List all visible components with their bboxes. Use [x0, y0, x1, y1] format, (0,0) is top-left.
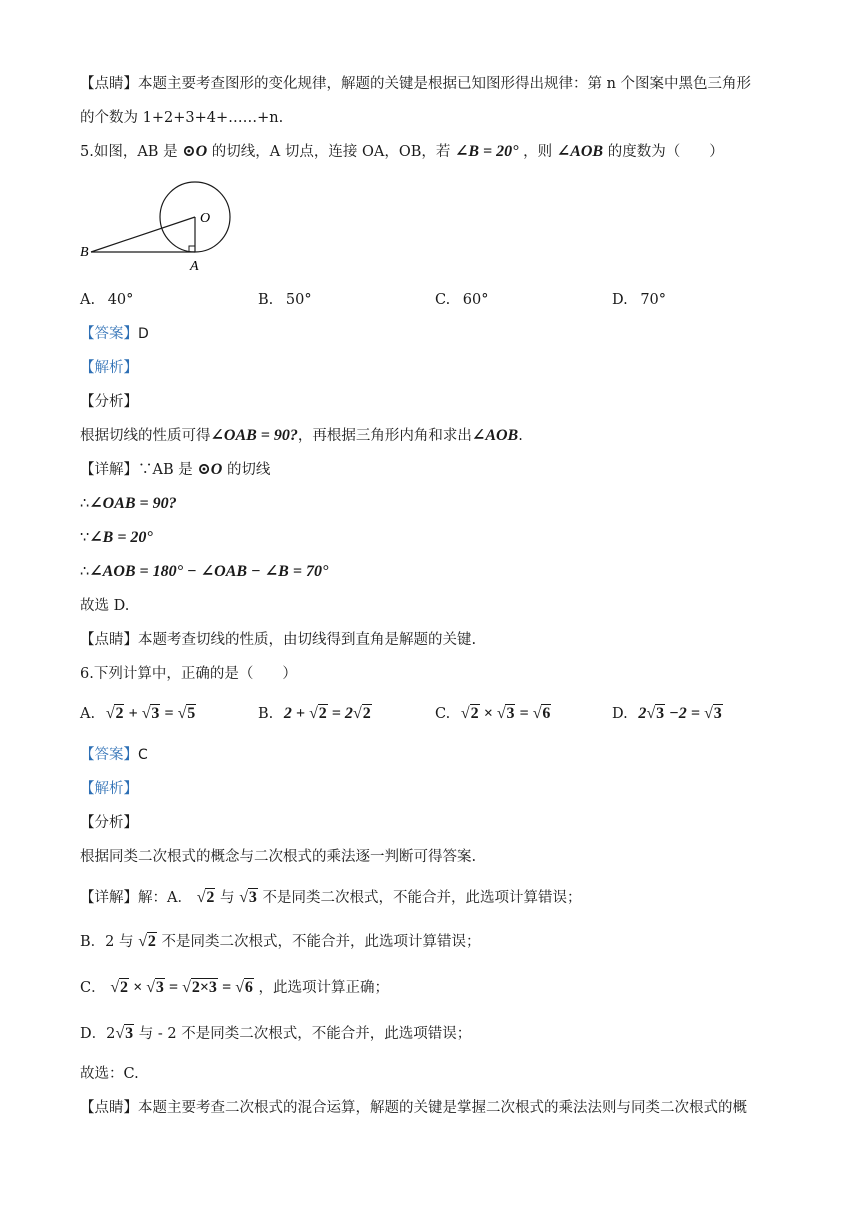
q6-option-a: A. √2 + √3 = √5: [80, 705, 196, 722]
option-letter: C.: [435, 292, 451, 308]
option-text: 60°: [462, 292, 489, 308]
operator: ×: [133, 979, 143, 996]
detail-text: 【详解】∵AB 是: [80, 462, 193, 478]
circle-o-symbol: ⊙O: [182, 143, 208, 160]
angle-oab-eq: ∠OAB = 90?: [89, 495, 177, 512]
option-letter: B.: [258, 292, 274, 308]
answer-value: D: [138, 326, 149, 342]
radicand: 2×3: [191, 979, 217, 996]
q5-choose: 故选 D.: [80, 598, 130, 614]
q6-dianjing: 【点睛】本题主要考查二次根式的混合运算，解题的关键是掌握二次根式的乘法法则与同类二次根式的概: [80, 1100, 747, 1116]
detail-text: ，此选项计算正确；: [258, 980, 389, 996]
radicand: 2: [115, 705, 124, 722]
radicand: 3: [155, 979, 164, 996]
operator: +: [128, 705, 138, 722]
radicand: 3: [506, 705, 515, 722]
q6-stem: 6.下列计算中，正确的是（ ）: [80, 666, 297, 682]
radicand: 3: [151, 705, 160, 722]
q6-option-c: C. √2 × √3 = √6: [435, 705, 551, 722]
q5-dianjing: 【点睛】本题考查切线的性质，由切线得到直角是解题的关键.: [80, 632, 477, 648]
angle-aob: ∠AOB: [471, 427, 519, 444]
segment-ob: [91, 217, 195, 252]
q6-detail-b: B．2 与 √2 不是同类二次根式，不能合并，此选项计算错误；: [80, 933, 481, 950]
analysis-text: 根据切线的性质可得: [80, 428, 211, 444]
q5-step1: [80, 494, 177, 514]
q5-fenxi: 【分析】: [80, 394, 138, 410]
radicand: 2: [470, 705, 479, 722]
option-text: 70°: [640, 292, 667, 308]
q5-stem-c: ，则: [523, 144, 553, 160]
operator: =: [221, 979, 232, 996]
label-o: O: [200, 211, 211, 226]
detail-text: 与 - 2 不是同类二次根式，不能合并，此选项错误；: [138, 1026, 472, 1042]
option-letter: A.: [80, 292, 96, 308]
radicand: 3: [713, 705, 722, 722]
detail-text: 的切线: [226, 462, 271, 478]
q5-step3: [80, 562, 328, 582]
detail-text: 【详解】解：A．: [80, 890, 192, 906]
operator: =: [690, 705, 700, 722]
therefore-symbol: ∴: [80, 564, 90, 580]
q5-stem: [80, 142, 724, 162]
prev-dianjing-line2: 的个数为 1+2+3+4+……+n.: [80, 110, 284, 126]
option-text: 40°: [107, 292, 134, 308]
prev-dianjing-line1: 【点睛】本题主要考查图形的变化规律，解题的关键是根据已知图形得出规律：第 n 个图案中黑色三角形: [80, 76, 752, 92]
q5-option-c: [435, 290, 489, 310]
q5-option-b: [258, 290, 312, 310]
option-letter: A.: [80, 706, 96, 722]
option-text: 50°: [285, 292, 312, 308]
q5-stem-b: 的切线，A 切点，连接 OA，OB，若: [211, 144, 451, 160]
radicand: 6: [244, 979, 253, 996]
q5-option-d: [612, 290, 666, 310]
q5-stem-d: 的度数为（ ）: [607, 144, 724, 160]
number: 2: [638, 705, 647, 722]
number: 2: [283, 705, 292, 722]
detail-text: 与: [219, 890, 235, 906]
q5-stem-a: 5.如图，AB 是: [80, 144, 178, 160]
q6-detail-c: C． √2 × √3 = √2×3 = √6 ，此选项计算正确；: [80, 979, 389, 996]
detail-text: B．2 与: [80, 934, 134, 950]
number: 2: [344, 705, 353, 722]
answer-tag: 【答案】: [80, 747, 138, 763]
tangent-figure: [74, 178, 244, 278]
operator: =: [331, 705, 341, 722]
detail-text: 不是同类二次根式，不能合并，此选项计算错误；: [161, 934, 481, 950]
q6-jiexi: 【解析】: [80, 781, 138, 797]
answer-value: C: [138, 747, 148, 763]
radicand: 3: [248, 889, 257, 906]
q5-detail: [80, 460, 270, 480]
q5-jiexi: 【解析】: [80, 360, 138, 376]
therefore-symbol: ∴: [80, 496, 90, 512]
detail-text: D．2: [80, 1026, 116, 1042]
q6-choose: 故选：C.: [80, 1066, 139, 1082]
radicand: 3: [125, 1025, 134, 1042]
detail-text: C．: [80, 980, 106, 996]
option-letter: D.: [612, 706, 628, 722]
q5-analysis: [80, 426, 523, 446]
option-letter: B.: [258, 706, 274, 722]
operator: =: [519, 705, 529, 722]
angle-aob: ∠AOB: [556, 143, 604, 160]
detail-text: 不是同类二次根式，不能合并，此选项计算错误；: [262, 890, 582, 906]
circle-o-symbol: ⊙O: [197, 461, 223, 478]
operator: =: [164, 705, 174, 722]
q5-step2: [80, 528, 153, 548]
number: −2: [669, 705, 687, 722]
angle-b-eq: ∠B = 20°: [89, 529, 153, 546]
answer-tag: 【答案】: [80, 326, 138, 342]
because-symbol: ∵: [80, 530, 90, 546]
radicand: 3: [656, 705, 665, 722]
q6-option-b: B. 2 + √2 = 2√2: [258, 705, 371, 722]
q5-option-a: [80, 290, 133, 310]
radicand: 2: [147, 933, 156, 950]
radicand: 5: [187, 705, 196, 722]
angle-aob-calc: ∠AOB = 180° − ∠OAB − ∠B = 70°: [89, 563, 329, 580]
radicand: 2: [206, 889, 215, 906]
radicand: 2: [318, 705, 327, 722]
option-letter: C.: [435, 706, 451, 722]
label-b: B: [80, 245, 89, 260]
q5-answer: [80, 324, 149, 344]
operator: ×: [483, 705, 493, 722]
radicand: 6: [542, 705, 551, 722]
analysis-text: ，再根据三角形内角和求出: [297, 428, 472, 444]
angle-b-eq: ∠B = 20°: [454, 143, 519, 160]
q6-answer: [80, 745, 148, 765]
analysis-text: .: [518, 428, 523, 444]
label-a: A: [190, 259, 199, 274]
q6-option-d: D. 2√3 −2 = √3: [612, 705, 722, 722]
radicand: 2: [120, 979, 128, 996]
q6-detail-a: 【详解】解：A． √2 与 √3 不是同类二次根式，不能合并，此选项计算错误；: [80, 889, 582, 906]
radicand: 2: [362, 705, 371, 722]
q6-analysis: 根据同类二次根式的概念与二次根式的乘法逐一判断可得答案.: [80, 849, 477, 865]
q6-detail-d: D．2√3 与 - 2 不是同类二次根式，不能合并，此选项错误；: [80, 1025, 472, 1042]
operator: +: [295, 705, 305, 722]
operator: =: [168, 979, 179, 996]
angle-oab-eq: ∠OAB = 90?: [210, 427, 298, 444]
option-letter: D.: [612, 292, 628, 308]
q6-fenxi: 【分析】: [80, 815, 138, 831]
